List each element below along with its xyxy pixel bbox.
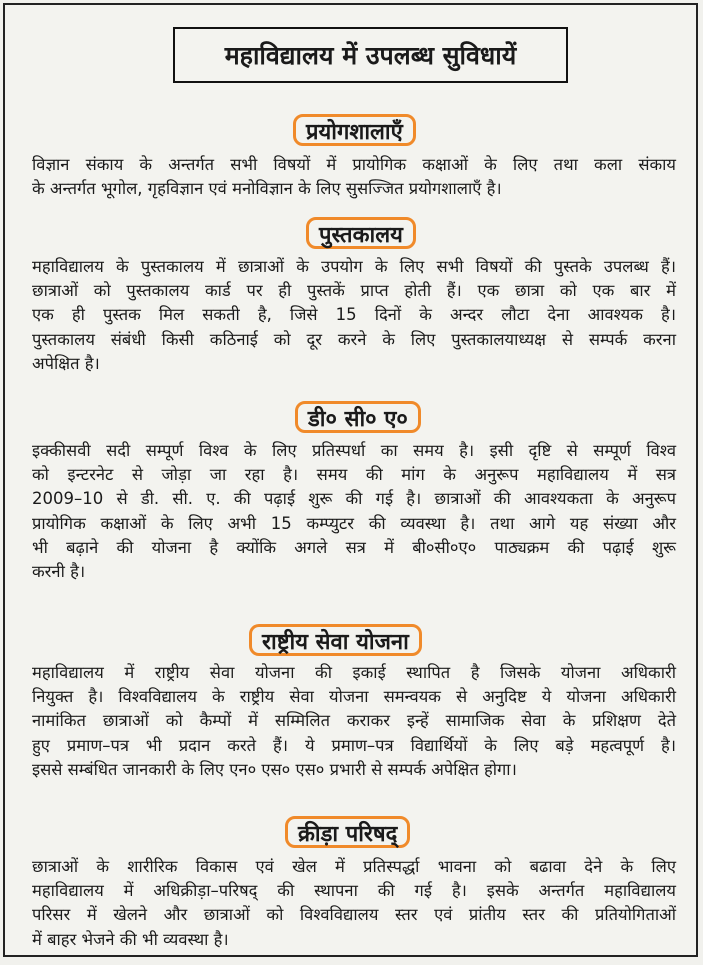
text-line: को इन्टरनेट से जोड़ा जा रहा है। समय की मांग के अनुरूप महाविद्यालय में सत्र [32,465,676,485]
text-line: 2009–10 से डी. सी. ए. की पढ़ाई शुरू की गई है। छात्राओं की आवश्यकता के अनुरूप [32,489,676,509]
text-line: के अन्तर्गत भूगोल, गृहविज्ञान एवं मनोविज्ञान के लिए सुसज्जित प्रयोगशालाएँ है। [32,179,502,199]
text-line: प्रायोगिक कक्षाओं के लिए अभी 15 कम्प्युटर की व्यवस्था है। तथा आगे यह संख्या और [32,513,676,533]
text-line: में बाहर भेजने की भी व्यवस्था है। [32,929,229,949]
text-line: नामांकित छात्राओं को कैम्पों में सम्मिलित कराकर इन्हें सामाजिक सेवा के प्रशिक्षण देते [32,711,676,731]
text-line: भी बढ़ाने की योजना है क्योंकि अगले सत्र में बी०सी०ए० पाठ्यक्रम की पढ़ाई शुरू [32,537,676,557]
text-line: महाविद्यालय में अधिक्रीड़ा–परिषद् की स्थापना की गई है। इसके अन्तर्गत महाविद्यालय [32,881,676,901]
text-line: अपेक्षित है। [32,353,100,373]
text-line: नियुक्त है। विश्वविद्यालय के राष्ट्रीय सेवा योजना समन्वयक से अनुदिष्ट ये योजना अधिकारी [32,687,676,707]
section-text-library [32,255,676,376]
text-line: छात्राओं को पुस्तकालय कार्ड पर ही पुस्तकें प्राप्त होती हैं। एक छात्रा को एक बार में [32,281,676,301]
text-line: हुए प्रमाण–पत्र भी प्रदान करते हैं। ये प्रमाण–पत्र विद्यार्थियों के लिए बड़े महत्वपूर्ण है। [32,735,676,755]
section-text-sports [32,855,676,952]
section-heading-labs: प्रयोगशालाएँ [293,114,416,146]
text-line: एक ही पुस्तक मिल सकती है, जिसे 15 दिनों के अन्दर लौटा देना आवश्यक है। [32,305,676,325]
text-line: इक्कीसवी सदी सम्पूर्ण विश्व के लिए प्रतिस्पर्धा का समय है। इसी दृष्टि से सम्पूर्ण विश्व [32,441,676,460]
document-page [3,3,698,957]
text-line: विज्ञान संकाय के अन्तर्गत सभी विषयों में प्रायोगिक कक्षाओं के लिए तथा कला संकाय [32,155,676,174]
text-line: पुस्तकालय संबंधी किसी कठिनाई को दूर करने के लिए पुस्तकालयाध्यक्ष से सम्पर्क करना [32,329,676,349]
text-line: महाविद्यालय में राष्ट्रीय सेवा योजना की इकाई स्थापित है जिसके योजना अधिकारी [32,663,676,682]
text-line: इससे सम्बंधित जानकारी के लिए एन० एस० एस० प्रभारी से सम्पर्क अपेक्षित होगा। [32,759,517,779]
section-heading-dca: डी० सी० ए० [295,401,421,433]
text-line: परिसर में खेलने और छात्राओं को विश्वविद्यालय स्तर एवं प्रांतीय स्तर की प्रतियोगिताओं [32,905,676,925]
section-heading-library: पुस्तकालय [306,217,416,249]
section-text-dca [32,439,676,584]
text-line: महाविद्यालय के पुस्तकालय में छात्राओं के उपयोग के लिए सभी विषयों की पुस्तके उपलब्ध हैं। [32,257,676,276]
section-text-nss [32,661,676,782]
page-title: महाविद्यालय में उपलब्ध सुविधायें [173,27,568,83]
section-heading-nss: राष्ट्रीय सेवा योजना [249,624,422,656]
section-heading-sports: क्रीड़ा परिषद् [285,816,410,848]
text-line: छात्राओं के शारीरिक विकास एवं खेल में प्रतिस्पर्द्धा भावना को बढावा देने के लिए [32,857,676,876]
text-line: करनी है। [32,561,86,581]
section-text-labs [32,153,676,201]
